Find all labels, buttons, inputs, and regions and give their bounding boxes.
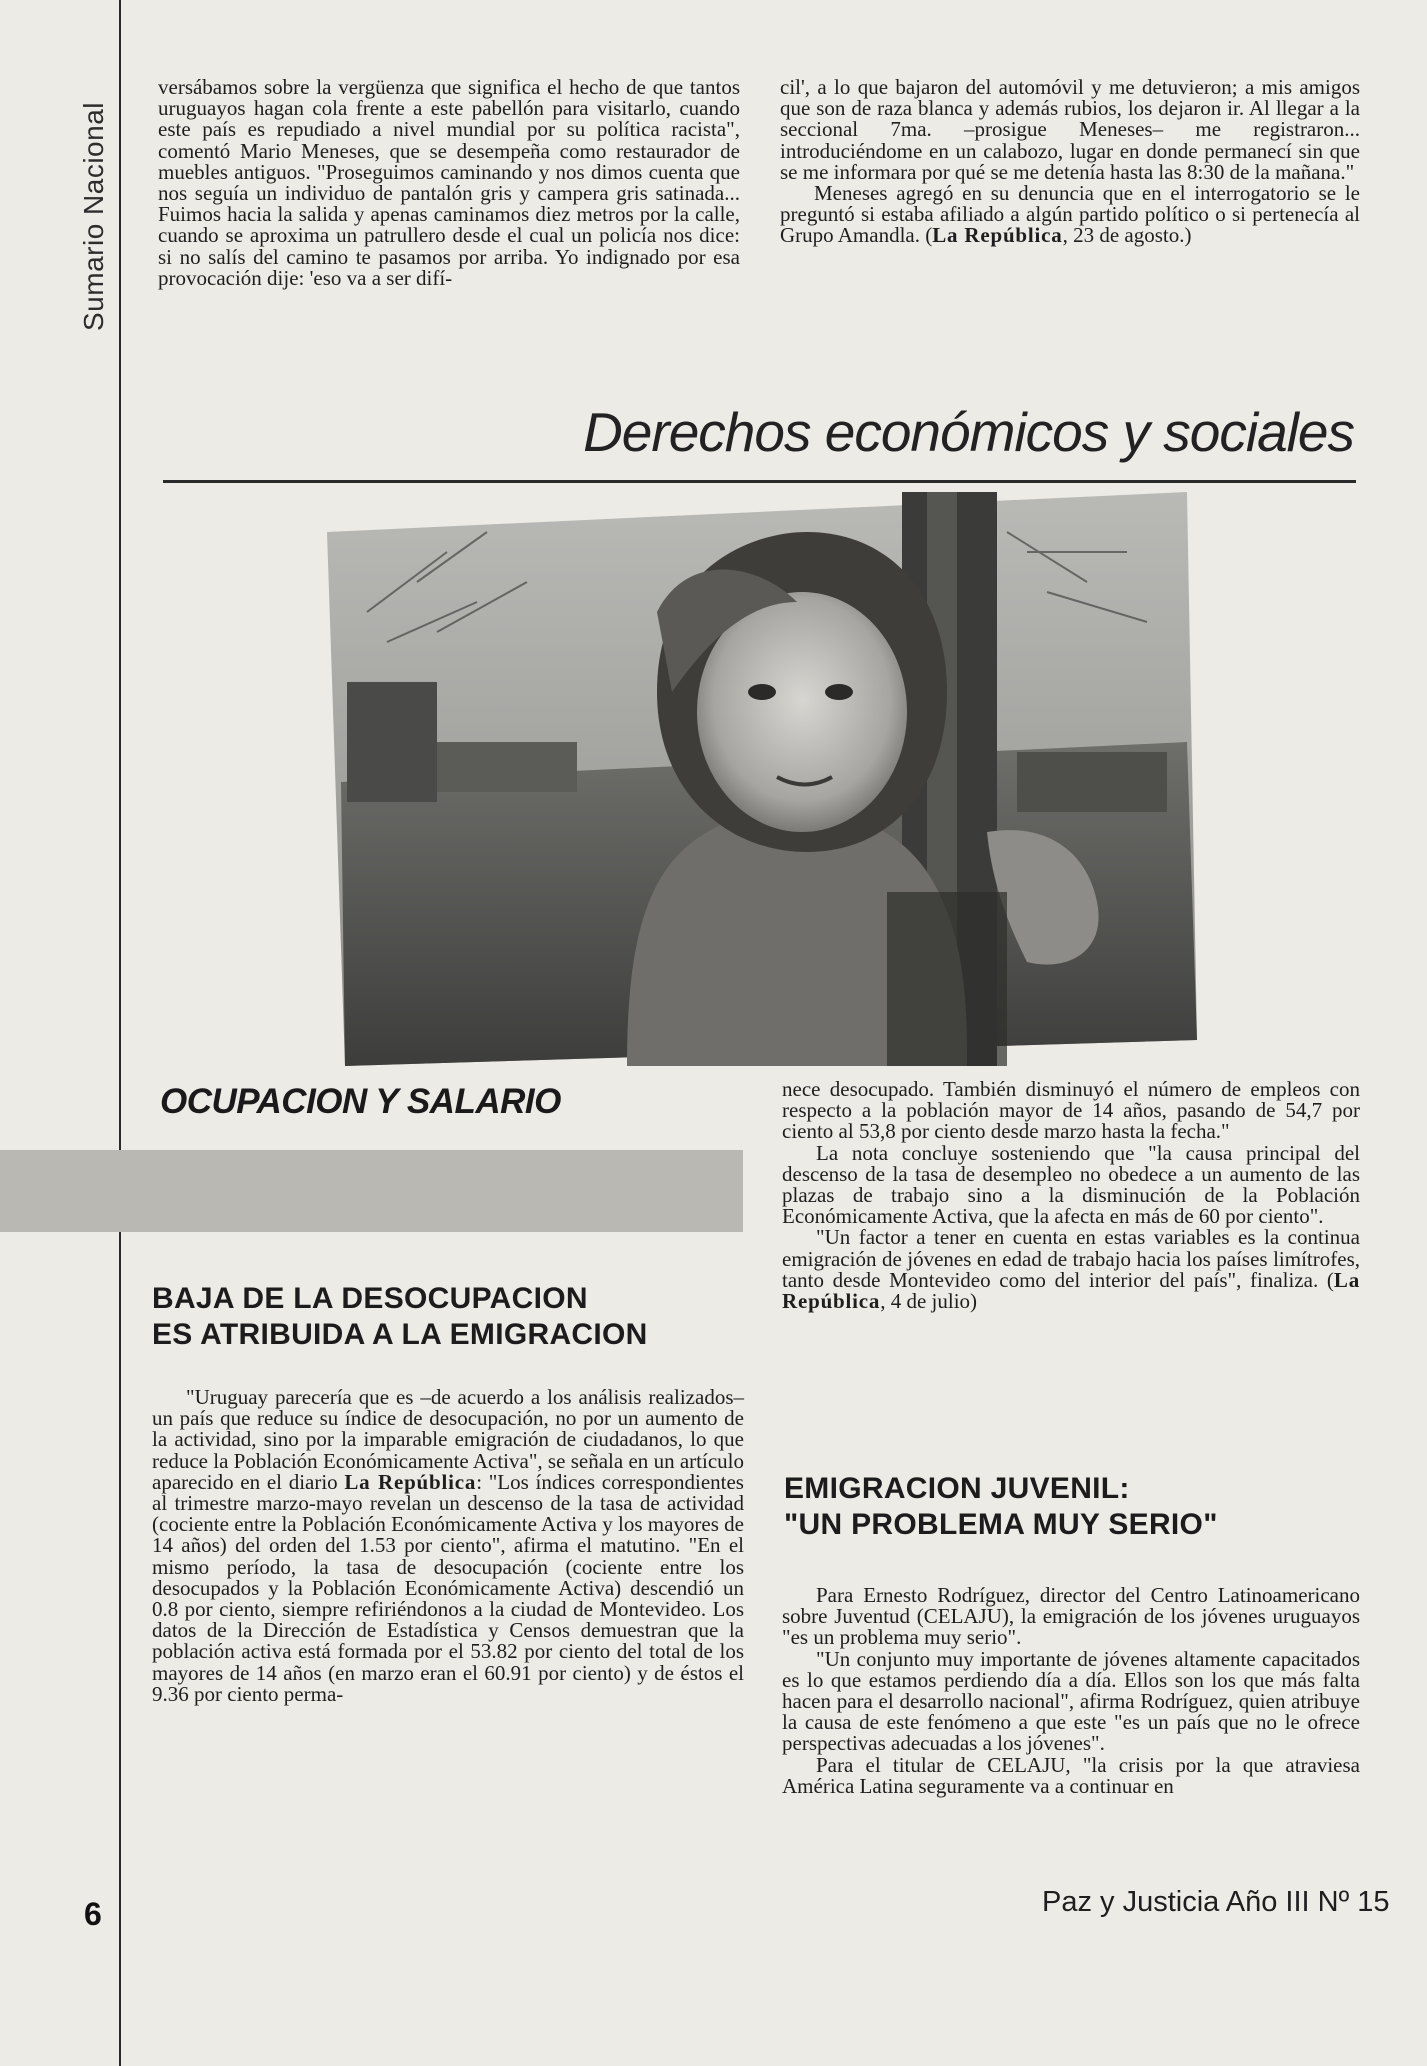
- source-citation: La República: [782, 1267, 1360, 1314]
- article1-left-column: [152, 1387, 744, 1705]
- article2-para-1: Para Ernesto Rodríguez, director del Centro Latinoamericano sobre Juventud (CELAJU), la emigración de los jóvenes uruguayos "es un problema muy serio".: [782, 1583, 1360, 1650]
- article2-column: [782, 1585, 1360, 1797]
- source-citation: La República: [932, 223, 1063, 248]
- top-right-para-2: Meneses agregó en su denuncia que en el interrogatorio se le preguntó si estaba afiliado a algún partido político o si pertenecía al Grupo Amandla. (La República, 23 de agosto.): [780, 181, 1360, 248]
- article1-right-column: [782, 1079, 1360, 1312]
- article2-para-3: Para el titular de CELAJU, "la crisis por la que atraviesa América Latina seguramente va a continuar en: [782, 1752, 1360, 1798]
- source-citation: La República: [344, 1469, 477, 1494]
- article2-para-2: "Un conjunto muy importante de jóvenes altamente capacitados es lo que estamos perdiendo día a día. Ellos son los que más falta hacen para el desarrollo nacional", afirma Rodríguez, quien atribuye la causa de este fenómeno a que este "es un país que no le ofrece perspectivas adecuadas a los jóvenes".: [782, 1646, 1360, 1756]
- section-rule: [163, 480, 1356, 483]
- top-right-para-1: cil', a lo que bajaron del automóvil y me detuvieron; a mis amigos que son de raza blanca y además rubios, los dejaron ir. Al llegar a la seccional 7ma. –prosigue Meneses– me registraron... introduciéndome en un calabozo, lugar en donde permanecí sin que se me informara por qué se me detenía hasta las 8:30 de la mañana.": [780, 75, 1360, 184]
- margin-rule: [119, 0, 121, 2066]
- headline-emigracion-juvenil: EMIGRACION JUVENIL: "UN PROBLEMA MUY SERIO": [784, 1472, 1218, 1541]
- section-title: Derechos económicos y sociales: [583, 401, 1354, 463]
- page-number: 6: [84, 1896, 102, 1932]
- article1-para-1: "Uruguay parecería que es –de acuerdo a los análisis realizados– un país que reduce su índice de desocupación, no por un aumento de la actividad, sino por la imparable emigración de ciudadanos, lo que reduce la Población Económicamente Activa", se señala en un artículo aparecido en el diario La República: "Los índices correspondientes al trimestre marzo-mayo revelan un descenso de la tasa de actividad (cociente entre la Población Económicamente Activa y los mayores de 14 años) del orden del 1.53 por ciento", afirma el matutino. "En el mismo período, la tasa de desocupación (cociente entre los desocupados y la Población Económicamente Activa) descendió un 0.8 por ciento, siempre refiriéndonos a la ciudad de Montevideo. Los datos de la Dirección de Estadística y Censos demuestran que la población activa está formada por el 53.82 por ciento del total de los mayores de 14 años (en marzo eran el 60.91 por ciento) y de éstos el 9.36 por ciento perma-: [152, 1385, 744, 1706]
- headline-baja-desocupacion: BAJA DE LA DESOCUPACION ES ATRIBUIDA A LA EMIGRACION: [152, 1282, 648, 1351]
- top-left-text: versábamos sobre la vergüenza que significa el hecho de que tantos uruguayos hagan cola frente a este pabellón para visitarlo, cuando este país es repudiado a nivel mundial por su política racista", comentó Mario Meneses, que se desempeña como restaurador de muebles antiguos. "Proseguimos caminando y nos dimos cuenta que nos seguía un individuo de pantalón gris y campera gris satinada... Fuimos hacia la salida y apenas caminamos diez metros por la calle, cuando se aproxima un patrullero desde el cual un policía nos dice: si no salís del camino te pasamos por arriba. Yo indignado por esa provocación dije: 'eso va a ser difí-: [158, 75, 740, 290]
- child-photo: [327, 492, 1197, 1066]
- gray-band: [0, 1150, 743, 1232]
- article1-para-4: "Un factor a tener en cuenta en estas variables es la continua emigración de jóvenes en edad de trabajo hacia los países limítrofes, tanto desde Montevideo como del interior del país", finaliza. (La República, 4 de julio): [782, 1225, 1360, 1314]
- article1-para-2: nece desocupado. También disminuyó el número de empleos con respecto a la población mayor de 14 años, pasando de 54,7 por ciento al 53,8 por ciento desde marzo hasta la fecha.": [782, 1077, 1360, 1144]
- section-tab-label: Sumario Nacional: [78, 102, 109, 331]
- subsection-title: OCUPACION Y SALARIO: [160, 1082, 561, 1121]
- publication-footer: Paz y Justicia Año III Nº 15: [1042, 1886, 1390, 1918]
- article1-para-3: La nota concluye sosteniendo que "la causa principal del descenso de la tasa de desempleo no obedece a un aumento de las plazas de trabajo sino a la disminución de la Población Económicamente Activa, que la afecta en más de 60 por ciento".: [782, 1140, 1360, 1229]
- top-left-column: [158, 77, 740, 289]
- top-right-column: [780, 77, 1360, 247]
